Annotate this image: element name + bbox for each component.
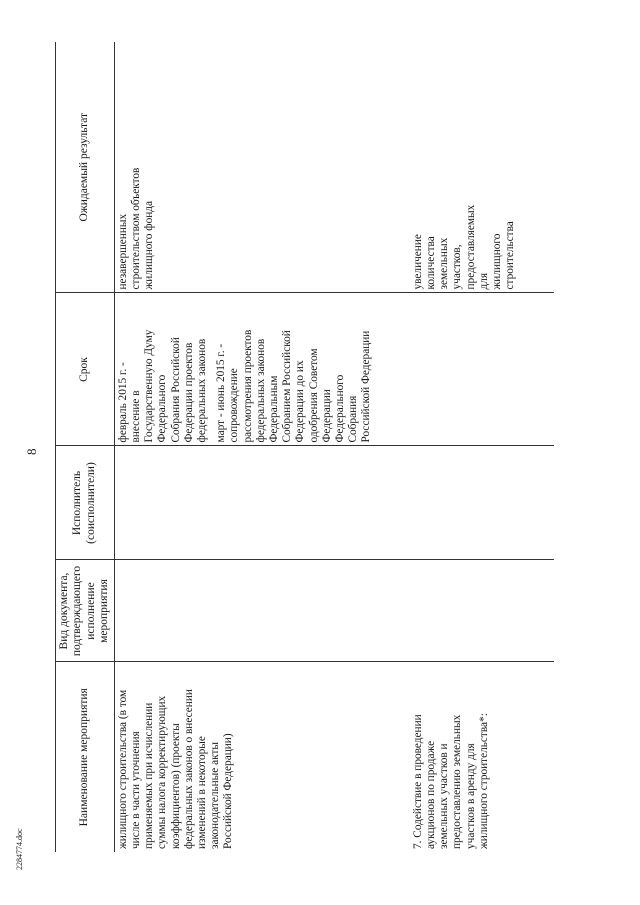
item-7-name: 7. Содействие в проведении аукционов по продаже земельных участков и предоставлению земельных участков в аренду для жилищного строительства*:: [411, 713, 490, 849]
cell-deadline: [114, 293, 554, 446]
rotated-table-frame: [55, 42, 560, 852]
header-deadline: Срок: [56, 293, 115, 446]
header-name: Наименование мероприятия: [56, 662, 115, 852]
continued-result: незавершенных строительством объектов жилищного фонда: [116, 167, 156, 290]
table-header-row: [56, 42, 115, 852]
table-row: [114, 42, 554, 852]
continued-item-name: жилищного строительства (в том числе в части уточнения применяемых при исчислении суммы налога корректирующих коэффициентов) (проекты федеральных законов о внесении изменений в некоторые законодательные акты Российской Федерации): [116, 689, 235, 849]
document-code: 2284774.doc: [15, 828, 24, 870]
action-plan-table: [55, 42, 554, 852]
cell-executor: [114, 446, 554, 560]
page-number: 8: [24, 448, 39, 455]
cell-name: [114, 662, 554, 852]
deadline-submission: февраль 2015 г. - внесение в Государственную Думу Федерального Собрания Российской Федерации проектов федеральных законов: [116, 329, 209, 443]
header-executor: Исполнитель (соисполнители): [56, 446, 115, 560]
item-7-result: увеличение количества земельных участков, предоставляемых для жилищного строительства: [411, 204, 517, 290]
cell-result: [114, 42, 554, 293]
header-result: Ожидаемый результат: [56, 42, 115, 293]
cell-doc-type: [114, 560, 554, 662]
deadline-review: март - июнь 2015 г. - сопровождение рассмотрения проектов федеральных законов Федеральным Собранием Российской Федерации до их одобрения Советом Федерации Федерального Собрания Российской Федерации: [215, 329, 373, 443]
header-doc-type: Вид документа, подтверждающего исполнение мероприятия: [56, 560, 115, 662]
